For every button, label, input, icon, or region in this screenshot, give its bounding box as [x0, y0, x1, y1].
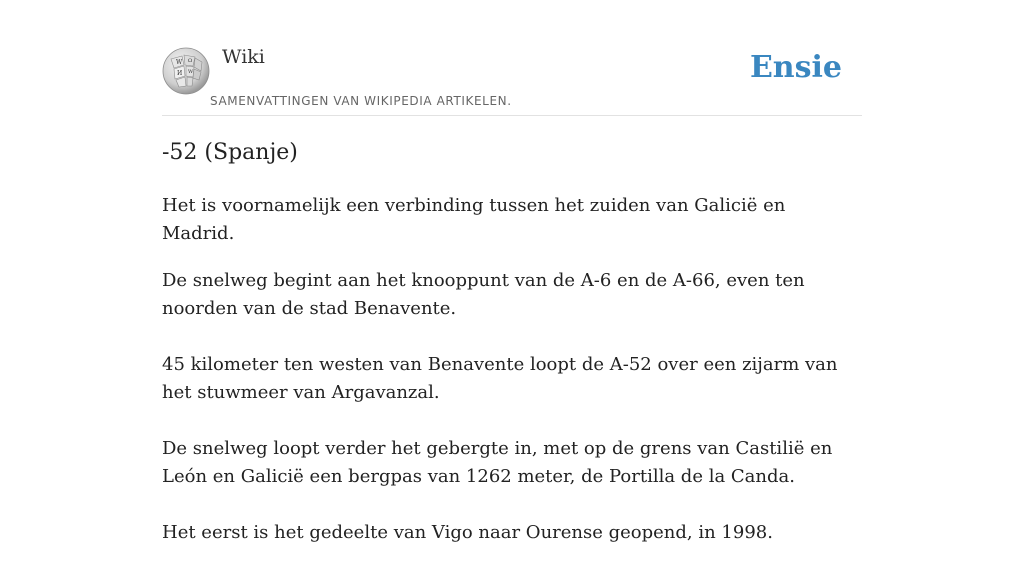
site-header: [162, 0, 862, 116]
article-paragraph: De snelweg begint aan het knooppunt van de A-6 en de A-66, even ten noorden van de stad Benavente.: [162, 270, 805, 319]
article-paragraph: Het eerst is het gedeelte van Vigo naar Ourense geopend, in 1998.: [162, 522, 773, 543]
page-container: [162, 0, 862, 543]
site-name-link[interactable]: Wiki: [222, 46, 265, 68]
ensie-brand-logo[interactable]: Ensie: [749, 50, 842, 85]
article-paragraph: De snelweg loopt verder het gebergte in, met op de grens van Castilië en León en Galicië een bergpas van 1262 meter, de Portilla de la Canda.: [162, 438, 833, 487]
svg-text:И: И: [177, 70, 183, 77]
svg-text:W: W: [188, 69, 194, 75]
svg-text:W: W: [176, 59, 183, 66]
svg-text:Ω: Ω: [188, 58, 193, 64]
article-title: -52 (Spanje): [162, 140, 298, 165]
article-paragraph: Het is voornamelijk een verbinding tussen het zuiden van Galicië en Madrid.: [162, 195, 786, 244]
wikipedia-globe-icon[interactable]: [162, 47, 210, 95]
site-tagline: SAMENVATTINGEN VAN WIKIPEDIA ARTIKELEN.: [210, 94, 512, 108]
article-body: [162, 192, 862, 575]
article-paragraph: 45 kilometer ten westen van Benavente loopt de A-52 over een zijarm van het stuwmeer van Argavanzal.: [162, 354, 838, 403]
